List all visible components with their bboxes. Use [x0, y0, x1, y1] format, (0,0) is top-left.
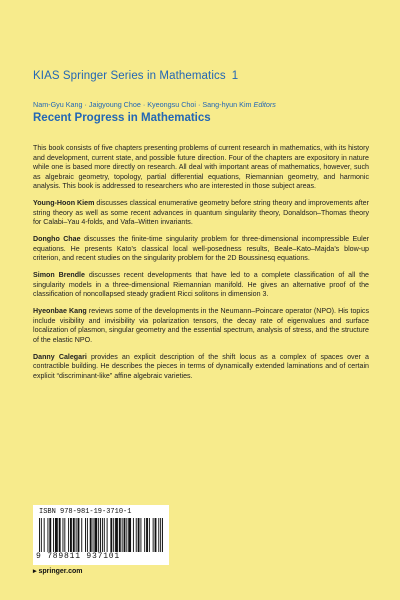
- barcode-bar: [94, 518, 97, 552]
- barcode-bar: [73, 518, 75, 552]
- barcode-bar: [136, 518, 137, 552]
- barcode-bar: [102, 518, 103, 552]
- barcode-bar: [85, 518, 86, 552]
- chapter-paragraph: [33, 235, 369, 264]
- barcode-bar: [59, 518, 61, 552]
- back-cover-text: [33, 144, 369, 389]
- barcode-bar: [39, 518, 40, 552]
- intro-paragraph: This book consists of five chapters presenting problems of current research in mathematics, with its history and development, current state, and possible future direction. Four of the chapters are expository in nature while one is based more directly on research. All deal with important areas of mathematics, however, such as algebraic geometry, topology, partial differential equations, Riemannian geometry, and harmonic analysis. This book is addressed to researchers who are interested in those subject areas.: [33, 144, 369, 191]
- barcode-bar: [110, 518, 112, 552]
- chapter-author: Dongho Chae: [33, 235, 81, 244]
- barcode-bar: [162, 518, 163, 552]
- barcode-bar: [78, 518, 80, 552]
- barcode-bar: [93, 518, 94, 552]
- barcode-bar: [160, 518, 161, 552]
- series-volume: 1: [231, 70, 239, 82]
- barcode-bar: [122, 518, 123, 552]
- chapter-description: provides an explicit description of the shift locus as a complex of spaces over a contractible building. He describes the pieces in terms of dynamically extended laminations and of certain explicit “discriminant-like” affine algebraic varieties.: [33, 352, 369, 380]
- barcode-bar: [53, 518, 54, 552]
- barcode-bar: [70, 518, 72, 552]
- series-name: KIAS Springer Series in Mathematics: [33, 70, 226, 82]
- barcode-bar: [138, 518, 140, 552]
- barcode-bar: [149, 518, 150, 552]
- barcode-bar: [104, 518, 105, 552]
- barcode-bar: [76, 518, 77, 552]
- barcode-bar: [144, 518, 145, 552]
- barcode-digits: 9 789811 937101: [36, 552, 121, 561]
- barcode-bar: [44, 518, 45, 552]
- barcode-bar: [119, 518, 121, 552]
- barcode-bar: [62, 518, 63, 552]
- barcode-image: [39, 518, 163, 552]
- barcode-bar: [128, 518, 131, 552]
- publisher-url[interactable]: [33, 567, 82, 575]
- barcode-bar: [146, 518, 148, 552]
- chapter-paragraph: [33, 307, 369, 345]
- barcode-bar: [41, 518, 42, 552]
- barcode-bar: [64, 518, 65, 552]
- chapter-author: Danny Calegari: [33, 352, 87, 361]
- barcode-box: [33, 505, 169, 565]
- chapter-description: discusses recent developments that have led to a complete classification of all the singularity models in a three-dimensional Riemannian manifold. He gives an alternative proof of the classification of noncollapsed steady gradient Ricci solitons in dimension 3.: [33, 271, 369, 299]
- isbn-label: ISBN 978-981-19-3710-1: [39, 508, 132, 516]
- url-text: springer.com: [38, 568, 83, 575]
- barcode-bar: [49, 518, 51, 552]
- chapter-paragraph: [33, 199, 369, 228]
- chapter-author: Young-Hoon Kiem: [33, 199, 95, 208]
- chapter-paragraph: [33, 271, 369, 300]
- barcode-bar: [133, 518, 134, 552]
- chapter-description: discusses classical enumerative geometry before string theory and improvements after string theory as well as some recent advances in quantum singularity theory, Donaldson–Thomas theory for Calabi–Yau 4-folds, and Vafa–Witten invariants.: [33, 199, 369, 227]
- barcode-bar: [47, 518, 48, 552]
- chapter-description: reviews some of the developments in the Neumann–Poincare operator (NPO). His topics include visibility and invisibility via polarization tensors, the decay rate of eigenvalues and surface localization of plasmon, singular geometry and the essential spectrum, analysis of stress, and the structure of the elastic NPO.: [33, 307, 370, 344]
- barcode-bar: [98, 518, 99, 552]
- barcode-bar: [68, 518, 69, 552]
- barcode-bar: [55, 518, 58, 552]
- barcode-bar: [107, 518, 108, 552]
- barcode-bar: [90, 518, 92, 552]
- chapter-author: Simon Brendle: [33, 271, 85, 280]
- barcode-bar: [153, 518, 154, 552]
- chapter-author: Hyeonbae Kang: [33, 307, 87, 316]
- barcode-bar: [81, 518, 82, 552]
- editors-line: [33, 100, 276, 109]
- editors-role: Editors: [253, 100, 276, 109]
- barcode-bar: [124, 518, 126, 552]
- series-title: [33, 70, 238, 82]
- barcode-bar: [87, 518, 88, 552]
- editor-names: Nam-Gyu Kang · Jaigyoung Choe · Kyeongsu Choi · Sang-hyun Kim: [33, 100, 252, 109]
- barcode-bar: [113, 518, 114, 552]
- barcode-bar: [155, 518, 157, 552]
- barcode-bar: [126, 518, 127, 552]
- barcode-bar: [115, 518, 118, 552]
- book-title: Recent Progress in Mathematics: [33, 112, 211, 124]
- chapter-description: discusses the finite-time singularity problem for three-dimensional incompressible Euler equations. He presents Kato’s classical local well-posedness results, Beale–Kato–Majda’s blow-up criterion, and recent studies on the singularity problem for the 2D Boussinesq equations.: [33, 235, 370, 263]
- chapter-paragraph: [33, 353, 369, 382]
- arrow-right-icon: ▸: [33, 568, 37, 575]
- barcode-bar: [158, 518, 159, 552]
- barcode-bar: [100, 518, 101, 552]
- barcode-bar: [140, 518, 141, 552]
